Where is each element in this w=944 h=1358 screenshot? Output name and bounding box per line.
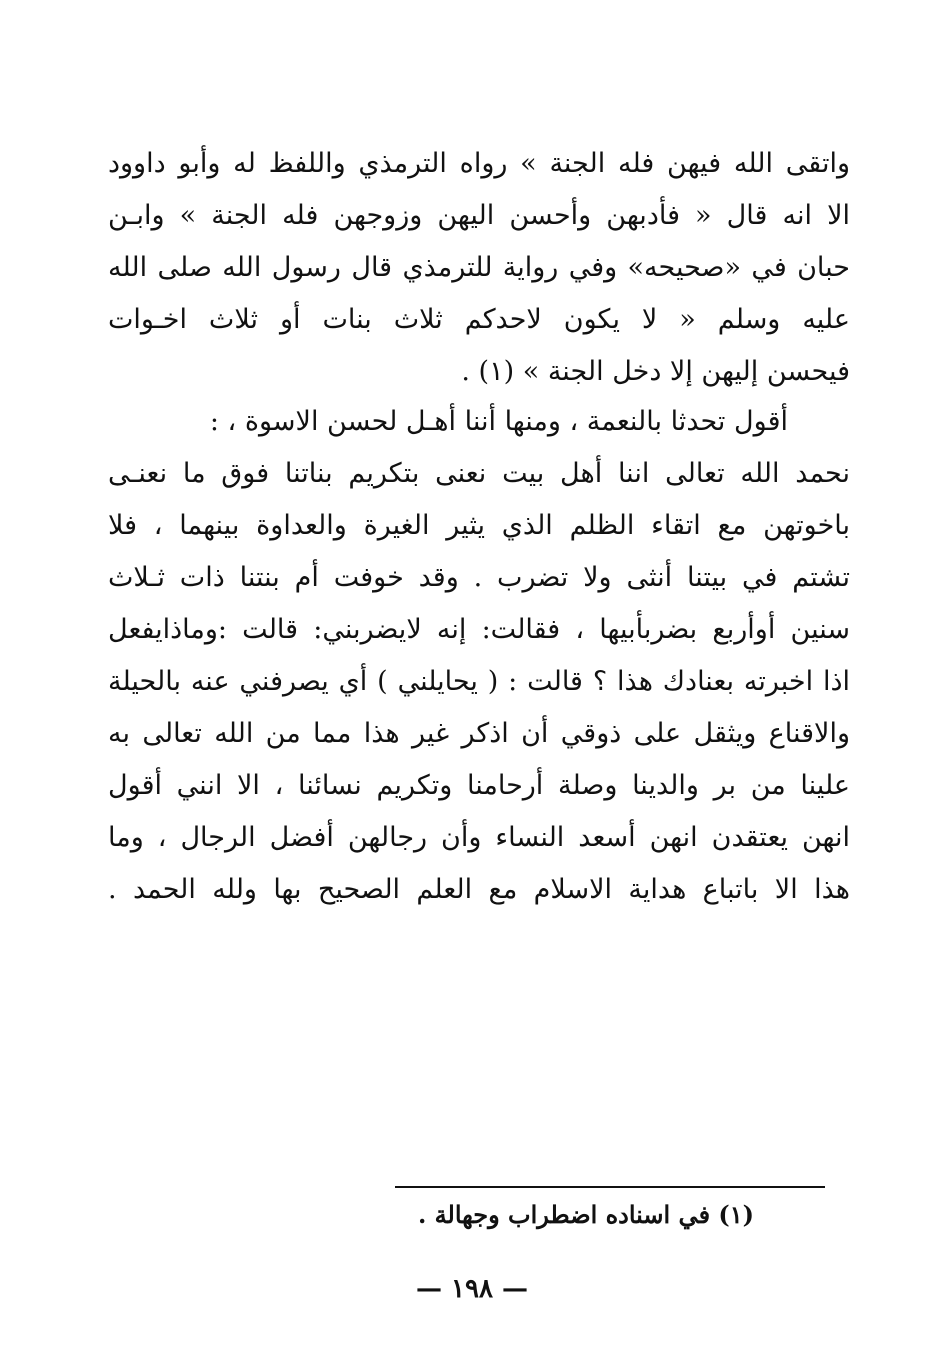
text-line: باخوتهن مع اتقاء الظلم الذي يثير الغيرة والعداوة بينهما ، فلا	[108, 510, 850, 541]
text-line: عليه وسلم « لا يكون لاحدكم ثلاث بنات أو ثلاث اخـوات	[108, 304, 850, 335]
footnote-divider	[395, 1186, 825, 1188]
text-line: الا انه قال « فأدبهن وأحسن اليهن وزوجهن فله الجنة » وابـن	[108, 200, 850, 231]
text-line: أقول تحدثا بالنعمة ، ومنها أننا أهـل لحسن الاسوة ، :	[209, 406, 788, 437]
text-line: اذا اخبرته بعنادك هذا ؟ قالت : ( يحايلني ) أي يصرفني عنه بالحيلة	[108, 666, 850, 697]
paragraph-author-commentary	[108, 396, 850, 916]
text-line: هذا الا باتباع هداية الاسلام مع العلم الصحيح بها ولله الحمد .	[108, 874, 850, 905]
text-line: انهن يعتقدن انهن أسعد النساء وأن رجالهن أفضل الرجال ، وما	[108, 822, 850, 853]
text-line: والاقناع ويثقل على ذوقي أن اذكر غير هذا مما من الله تعالى به	[108, 718, 850, 749]
text-line: نحمد الله تعالى اننا أهل بيت نعنى بتكريم بناتنا فوق ما نعنـى	[108, 458, 850, 489]
text-line: سنين أوأربع بضربأبيها ، فقالت: إنه لايضربني: قالت :وماذايفعل	[108, 614, 850, 645]
footnote: (١) في اسناده اضطراب وجهالة .	[417, 1200, 754, 1229]
text-line: علينا من بر والدينا وصلة أرحامنا وتكريم نسائنا ، الا انني أقول	[108, 770, 850, 801]
paragraph-hadith-continuation	[108, 138, 850, 398]
page-number: — ١٩٨ —	[415, 1274, 529, 1304]
text-line: واتقى الله فيهن فله الجنة » رواه الترمذي واللفظ له وأبو داوود	[108, 148, 850, 179]
text-line: تشتم في بيتنا أنثى ولا تضرب . وقد خوفت أم بنتنا ذات ثـلاث	[108, 562, 850, 593]
text-line: حبان في «صحيحه» وفي رواية للترمذي قال رسول الله صلى الله	[108, 252, 850, 283]
text-line: فيحسن إليهن إلا دخل الجنة » (١) .	[461, 356, 850, 387]
